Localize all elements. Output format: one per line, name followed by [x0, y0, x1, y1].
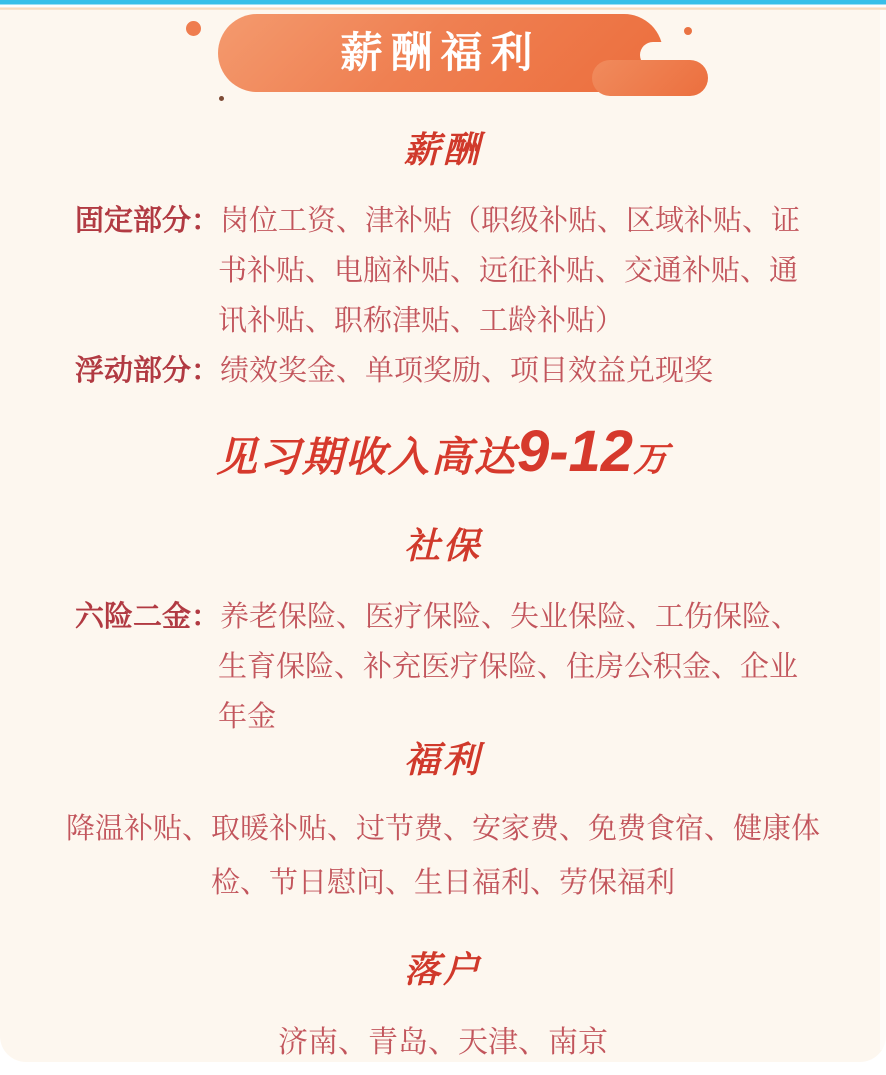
decor-dot-right-icon [684, 27, 692, 35]
section-title-social-insurance: 社保 [403, 525, 482, 566]
salary-fixed-label: 固定部分： [75, 205, 221, 237]
income-highlight-number: 9-12 [516, 419, 634, 484]
section-title-welfare: 福利 [403, 739, 482, 780]
salary-floating-label: 浮动部分： [75, 355, 221, 387]
section-title-settlement: 落户 [403, 949, 482, 990]
income-highlight [0, 418, 886, 485]
salary-fixed-text: 岗位工资、津补贴（职级补贴、区域补贴、证书补贴、电脑补贴、远征补贴、交通补贴、通讯补贴、职称津贴、工龄补贴） [218, 205, 801, 337]
settlement-cities-text: 济南、青岛、天津、南京 [278, 1026, 608, 1059]
decor-dot-small-icon [219, 96, 224, 101]
salary-floating-text: 绩效奖金、单项奖励、项目效益兑现奖 [220, 355, 714, 387]
decor-dot-left-icon [186, 21, 201, 36]
section-title-salary: 薪酬 [403, 129, 482, 170]
welfare-text: 降温补贴、取暖补贴、过节费、安家费、免费食宿、健康体检、节日慰问、生日福利、劳保福利 [65, 813, 820, 899]
poster-title: 薪酬福利 [340, 29, 541, 76]
income-highlight-prefix: 见习期收入高达 [215, 434, 517, 480]
social-insurance-rows [75, 592, 811, 742]
salary-floating-row [75, 346, 811, 396]
top-edge-strip [0, 0, 886, 10]
social-insurance-row [75, 592, 811, 742]
salary-detail-rows [75, 196, 811, 396]
social-insurance-text: 养老保险、医疗保险、失业保险、工伤保险、生育保险、补充医疗保险、住房公积金、企业年金 [218, 601, 801, 733]
salary-fixed-row [75, 196, 811, 346]
social-insurance-label: 六险二金： [75, 601, 221, 633]
income-highlight-suffix: 万 [633, 440, 671, 479]
